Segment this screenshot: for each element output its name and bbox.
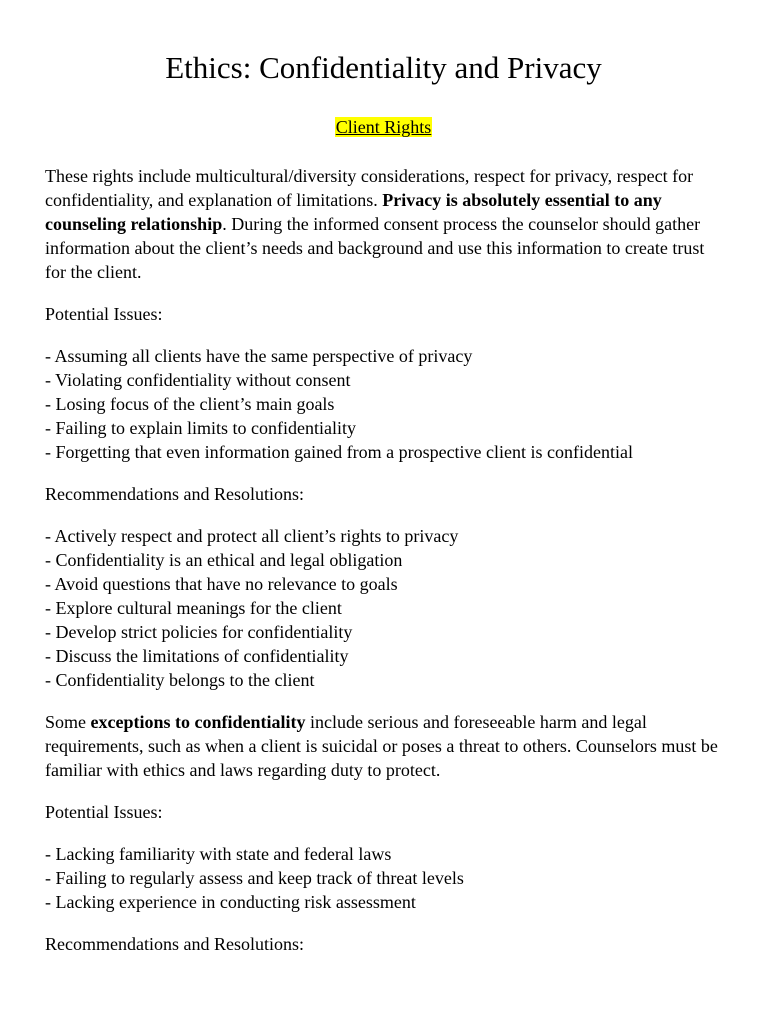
exceptions-paragraph [45,710,722,782]
list-item: - Avoid questions that have no relevance to goals [45,574,398,594]
exceptions-text-1: Some [45,712,91,732]
list-item: - Confidentiality is an ethical and legal obligation [45,550,403,570]
list-item: - Confidentiality belongs to the client [45,670,315,690]
section-heading [45,116,722,138]
potential-issues-list [45,344,722,464]
list-item: - Failing to explain limits to confidentiality [45,418,356,438]
list-item: - Explore cultural meanings for the client [45,598,342,618]
list-item: - Forgetting that even information gained from a prospective client is confidential [45,442,633,462]
potential-issues-label: Potential Issues: [45,304,163,324]
potential-issues-label-2: Potential Issues: [45,802,163,822]
list-item: - Actively respect and protect all client’s rights to privacy [45,526,459,546]
potential-issues-list-2 [45,842,722,914]
list-item: - Losing focus of the client’s main goals [45,394,335,414]
recommendations-label: Recommendations and Resolutions: [45,484,304,504]
section-heading-text: Client Rights [335,117,432,137]
list-item: - Failing to regularly assess and keep track of threat levels [45,868,464,888]
recommendations-list [45,524,722,692]
page-title: Ethics: Confidentiality and Privacy [165,50,602,85]
list-item: - Develop strict policies for confidentiality [45,622,353,642]
intro-bold-text: Privacy is absolutely essential to any counseling relationship [45,190,662,234]
exceptions-bold-text: exceptions to confidentiality [90,712,306,732]
intro-paragraph [45,164,722,284]
list-item: - Lacking experience in conducting risk assessment [45,892,416,912]
list-item: - Lacking familiarity with state and federal laws [45,844,392,864]
intro-text-1: These rights include multicultural/diversity considerations, respect for privacy, respect for confidentiality, and explanation of limitations. [45,166,694,210]
list-item: - Assuming all clients have the same perspective of privacy [45,346,473,366]
intro-text-2: . During the informed consent process the counselor should gather information about the client’s needs and background and use this information to create trust for the client. [45,214,705,282]
recommendations-label-2: Recommendations and Resolutions: [45,934,304,954]
list-item: - Violating confidentiality without consent [45,370,351,390]
list-item: - Discuss the limitations of confidentiality [45,646,349,666]
exceptions-text-2: include serious and foreseeable harm and legal requirements, such as when a client is suicidal or poses a threat to others. Counselors must be familiar with ethics and laws regarding duty to protect. [45,712,718,780]
